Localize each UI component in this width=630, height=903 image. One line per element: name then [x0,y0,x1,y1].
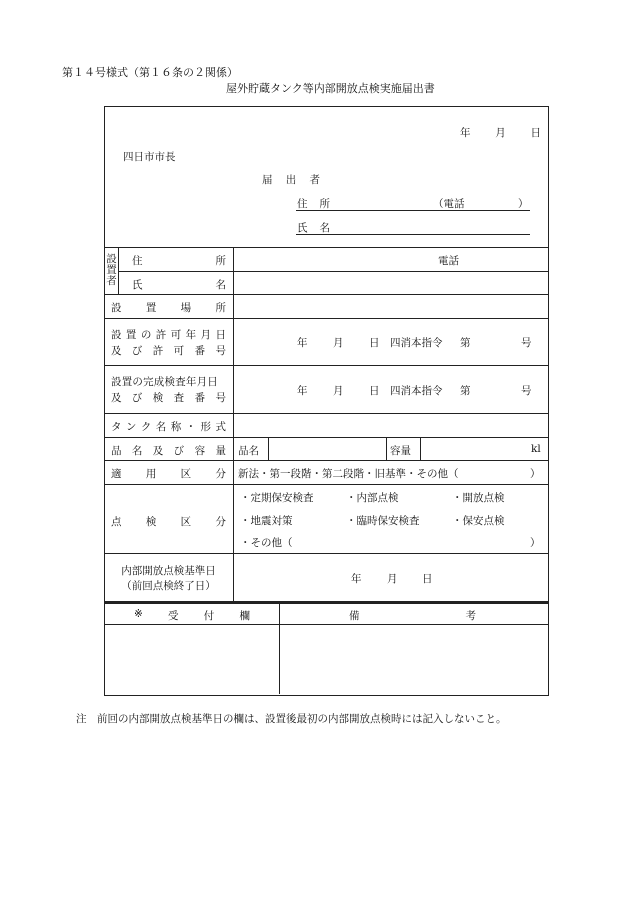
reception-label: ※ 受 付 欄 [134,608,250,622]
permit-label-line1: 設 置 の 許 可 年 月 日 [111,329,226,341]
location-label: 設 置 場 所 [111,302,226,314]
applicant-name-label: 氏 名 [297,222,330,234]
category-options: 新法・第一段階・第二段階・旧基準・その他（ [238,468,459,480]
option-open: ・開放点検 [452,492,505,504]
category-close: ） [530,468,541,480]
notifier-label: 届 出 者 [262,174,320,186]
option-safety: ・保安点検 [452,515,505,527]
tank-label: タ ン ク 名 称 ・ 形 式 [111,421,226,433]
product-name-sublabel: 品名 [238,445,259,457]
installer-phone-label: 電話 [438,255,459,267]
submission-date: 年 月 日 [460,127,541,139]
capacity-sublabel: 容量 [390,445,411,457]
installer-name-label: 氏 名 [132,279,226,291]
completion-label-line2: 及 び 検 査 番 号 [111,392,226,404]
option-other: ・その他（ [240,537,293,549]
form-number: 第１４号様式（第１６条の２関係） [62,66,238,79]
installer-address-label: 住 所 [132,255,226,267]
footnote: 注 前回の内部開放点検基準日の欄は、設置後最初の内部開放点検時には記入しないこと。 [76,713,507,725]
permit-label-line2: 及 び 許 可 番 号 [111,345,226,357]
reception-field[interactable] [106,626,278,693]
capacity-unit: kl [531,443,541,455]
base-date-label-line2: （前回点検終了日） [121,580,216,592]
option-seismic: ・地震対策 [240,515,293,527]
option-internal: ・内部点検 [346,492,399,504]
form-title: 屋外貯蔵タンク等内部開放点検実施届出書 [226,82,435,95]
phone-open: （電話 [433,198,465,210]
applicant-address-label: 住 所 [297,198,330,210]
phone-close: ） [518,198,529,210]
product-label: 品 名 及 び 容 量 [111,445,226,457]
name-underline [296,234,530,235]
addressee: 四日市市長 [123,151,176,163]
installer-group-label: 設 置 者 [106,253,117,287]
remarks-label: 備 考 [349,610,476,622]
inspection-label: 点 検 区 分 [111,516,226,528]
option-periodic-safety: ・定期保安検査 [240,492,314,504]
category-label: 適 用 区 分 [111,468,226,480]
base-date-label-line1: 内部開放点検基準日 [121,565,216,577]
remarks-field[interactable] [281,626,546,693]
option-other-close: ） [530,537,541,549]
option-temporary: ・臨時保安検査 [346,515,420,527]
address-underline [296,210,530,211]
completion-label-line1: 設置の完成検査年月日 [111,376,218,388]
